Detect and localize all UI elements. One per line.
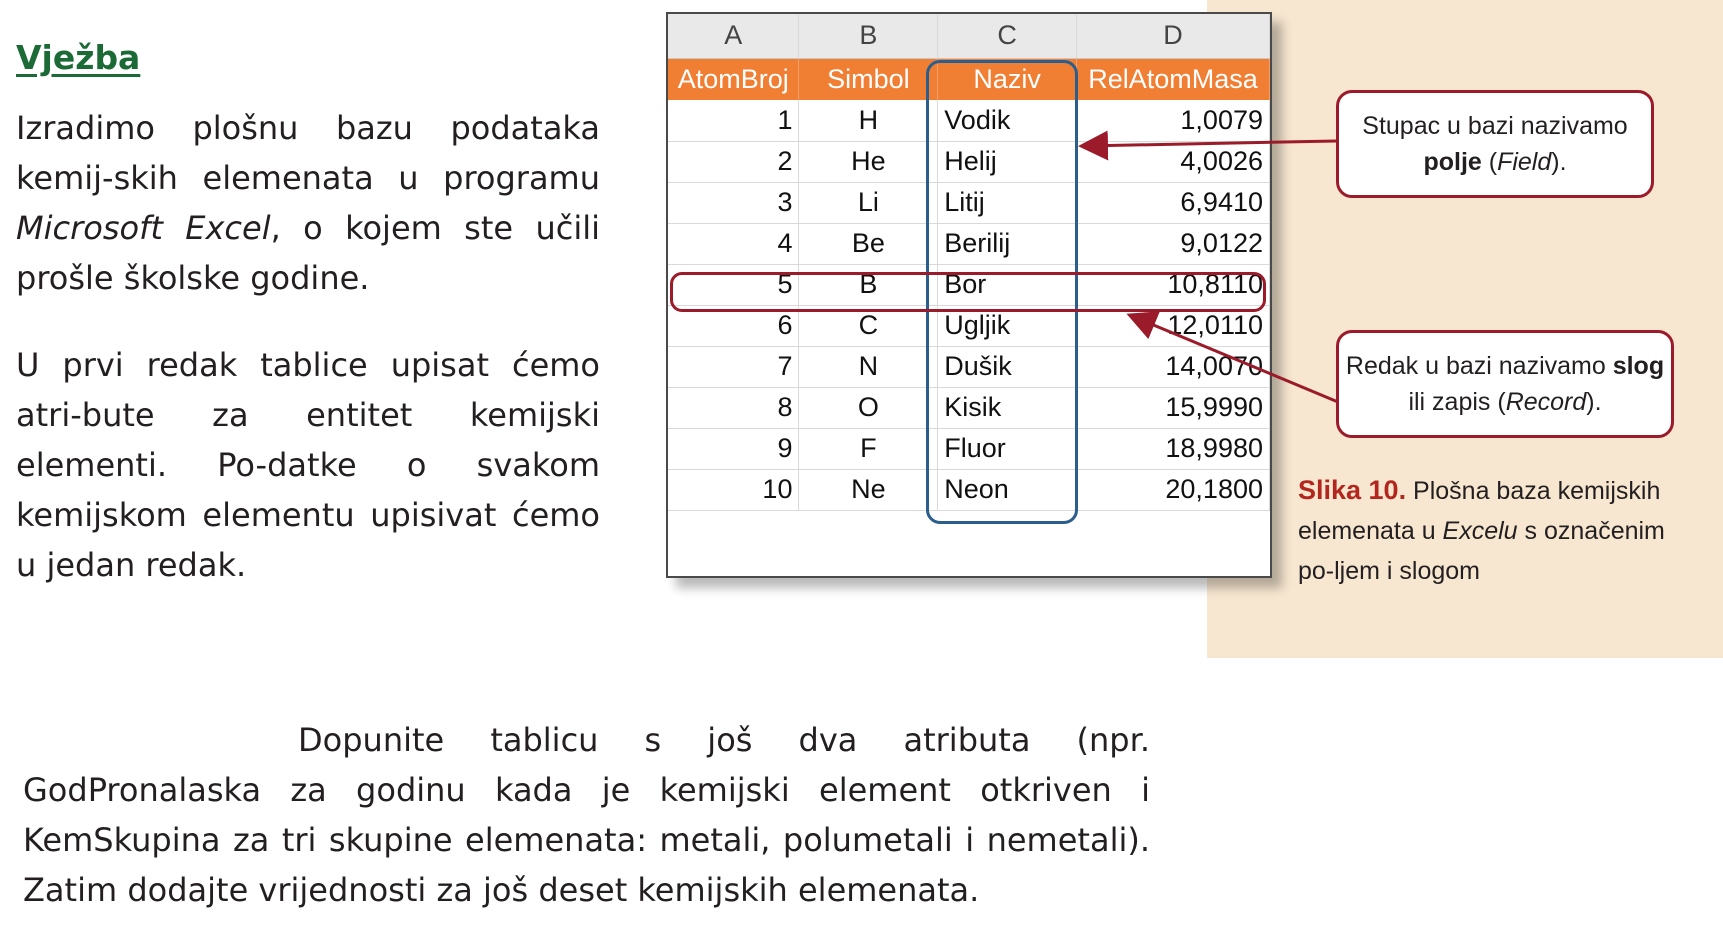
table-cell: 12,0110 — [1077, 305, 1270, 346]
field-callout-term: polje — [1423, 148, 1482, 176]
intro-text-program: Microsoft Excel — [16, 209, 271, 247]
table-cell: F — [799, 428, 938, 469]
field-callout-text-1: Stupac u bazi nazivamo — [1362, 112, 1628, 140]
table-cell: 10,8110 — [1077, 264, 1270, 305]
figure-caption — [1298, 470, 1703, 591]
table-cell: 1 — [668, 100, 799, 141]
record-callout-text-3: ). — [1586, 388, 1602, 416]
record-callout — [1336, 330, 1674, 438]
field-arrow — [1084, 141, 1336, 146]
attributes-paragraph: U prvi redak tablice upisat ćemo atri-bute za entitet kemijski elementi. Po-datke o svakom kemijskom elementu upisivat ćemo u jedan redak. — [16, 346, 600, 584]
table-cell: C — [799, 305, 938, 346]
record-callout-text-2: ili zapis ( — [1408, 388, 1506, 416]
table-cell: 14,0070 — [1077, 346, 1270, 387]
table-cell: 2 — [668, 141, 799, 182]
caption-text-2: s označenim po-ljem i slogom — [1298, 517, 1665, 585]
table-cell: O — [799, 387, 938, 428]
task-paragraph: Dopunite tablicu s još dva atributa (npr. GodPronalaska za godinu kada je kemijski element otkriven i KemSkupina za tri skupine elemenata: metali, polumetali i nemetali). Zatim dodajte vrijednosti za još deset kemijskih elemenata. — [23, 721, 1150, 909]
table-cell: Dušik — [938, 346, 1077, 387]
table-cell: 8 — [668, 387, 799, 428]
table-cell: N — [799, 346, 938, 387]
field-callout-english-term: Field — [1497, 148, 1552, 176]
table-cell: 6,9410 — [1077, 182, 1270, 223]
table-cell: Kisik — [938, 387, 1077, 428]
table-cell: 15,9990 — [1077, 387, 1270, 428]
table-cell: 20,1800 — [1077, 469, 1270, 510]
table-cell: 5 — [668, 264, 799, 305]
column-letter: D — [1077, 14, 1270, 58]
table-cell: 1,0079 — [1077, 100, 1270, 141]
record-callout-english-term: Record — [1505, 388, 1587, 416]
field-callout — [1336, 90, 1654, 198]
exercise-heading: Vježba — [16, 38, 141, 77]
table-cell: 4 — [668, 223, 799, 264]
header-cell: Naziv — [938, 58, 1077, 100]
column-letter: A — [668, 14, 799, 58]
caption-text-1: Plošna baza kemijskih elemenata u — [1298, 477, 1661, 545]
header-cell: AtomBroj — [668, 58, 799, 100]
table-cell: Helij — [938, 141, 1077, 182]
table-cell: He — [799, 141, 938, 182]
record-callout-text-1: Redak u bazi nazivamo — [1345, 352, 1613, 380]
record-callout-term: slog — [1612, 352, 1665, 380]
record-callout-text — [1346, 348, 1664, 420]
table-cell: Ugljik — [938, 305, 1077, 346]
table-cell: Li — [799, 182, 938, 223]
caption-label: Slika 10. — [1298, 475, 1407, 505]
header-cell: Simbol — [799, 58, 938, 100]
table-cell: Bor — [938, 264, 1077, 305]
field-callout-text-2: ( — [1481, 148, 1498, 176]
table-cell: Be — [799, 223, 938, 264]
table-cell: 7 — [668, 346, 799, 387]
table-cell: Neon — [938, 469, 1077, 510]
field-callout-text-3: ). — [1551, 148, 1567, 176]
intro-text-end: , o kojem ste učili prošle školske godine. — [16, 209, 601, 297]
caption-program: Excelu — [1442, 517, 1518, 545]
table-cell: 9,0122 — [1077, 223, 1270, 264]
table-cell: Vodik — [938, 100, 1077, 141]
field-callout-text — [1362, 108, 1627, 180]
table-cell: Litij — [938, 182, 1077, 223]
table-cell: 6 — [668, 305, 799, 346]
column-letter: C — [938, 14, 1077, 58]
intro-text-start: Izradimo plošnu bazu podataka kemij-skih elemenata u programu — [16, 109, 600, 197]
table-cell: B — [799, 264, 938, 305]
table-cell: 9 — [668, 428, 799, 469]
header-cell: RelAtomMasa — [1077, 58, 1270, 100]
table-cell: H — [799, 100, 938, 141]
table-cell: 18,9980 — [1077, 428, 1270, 469]
table-cell: 4,0026 — [1077, 141, 1270, 182]
table-cell: Berilij — [938, 223, 1077, 264]
column-letter: B — [799, 14, 938, 58]
table-cell: Ne — [799, 469, 938, 510]
table-cell: 10 — [668, 469, 799, 510]
record-arrow — [1132, 316, 1338, 402]
table-cell: 3 — [668, 182, 799, 223]
table-cell: Fluor — [938, 428, 1077, 469]
